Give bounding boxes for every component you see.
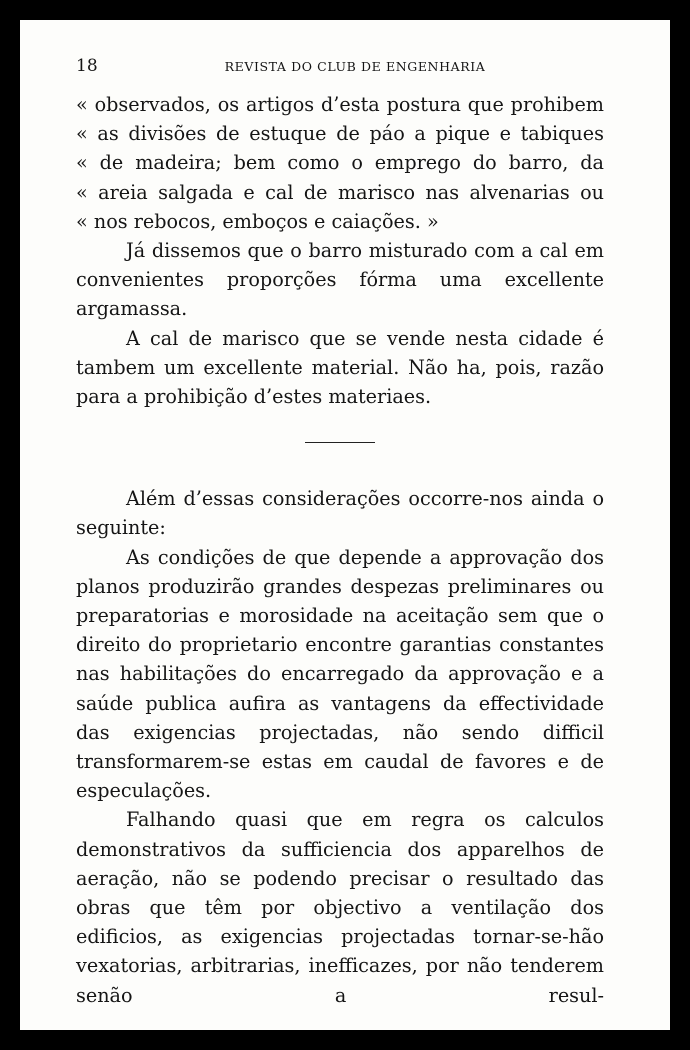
paragraph: As condições de que depende a approvação dos planos produzirão grandes despezas preliminares ou preparatorias e morosidade na aceitação sem que o direito do proprietario encontre garantias constantes nas habilitações do encarregado da approvação e a saúde publica aufira as vantagens da effectividade das exigencias projectadas, não sendo difficil transformarem-se estas em caudal de favores e de especulações. bbox=[76, 545, 604, 803]
page-body bbox=[76, 90, 604, 1010]
quote-line: « nos rebocos, emboços e caiações. » bbox=[76, 209, 439, 233]
quote-line: « as divisões de estuque de páo a pique e tabiques bbox=[76, 122, 604, 146]
book-page bbox=[20, 20, 670, 1030]
paragraph: Além d’essas considerações occorre-nos ainda o seguinte: bbox=[76, 487, 604, 540]
paragraph: Falhando quasi que em regra os calculos demonstrativos da sufficiencia dos apparelhos de aeração, não se podendo precisar o resultado das obras que têm por objectivo a ventilação dos edificios, as exigencias projectadas tornar-se-hão vexatorias, arbitrarias, inefficazes, por não tenderem senão a resul- bbox=[76, 808, 604, 1007]
page-header bbox=[76, 56, 604, 76]
paragraph: A cal de marisco que se vende nesta cidade é tambem um excellente material. Não ha, pois, razão para a prohibição d’estes materiaes. bbox=[76, 326, 604, 409]
page-number: 18 bbox=[76, 56, 98, 76]
quote-line: « areia salgada e cal de marisco nas alvenarias ou bbox=[76, 180, 604, 204]
quote-line: « de madeira; bem como o emprego do barro, da bbox=[76, 151, 604, 175]
paragraph: Já dissemos que o barro misturado com a cal em convenientes proporções fórma uma excellente argamassa. bbox=[76, 239, 604, 321]
quote-line: « observados, os artigos d’esta postura que prohibem bbox=[76, 93, 604, 116]
running-title: REVISTA DO CLUB DE ENGENHARIA bbox=[224, 59, 486, 74]
section-divider bbox=[305, 442, 375, 443]
